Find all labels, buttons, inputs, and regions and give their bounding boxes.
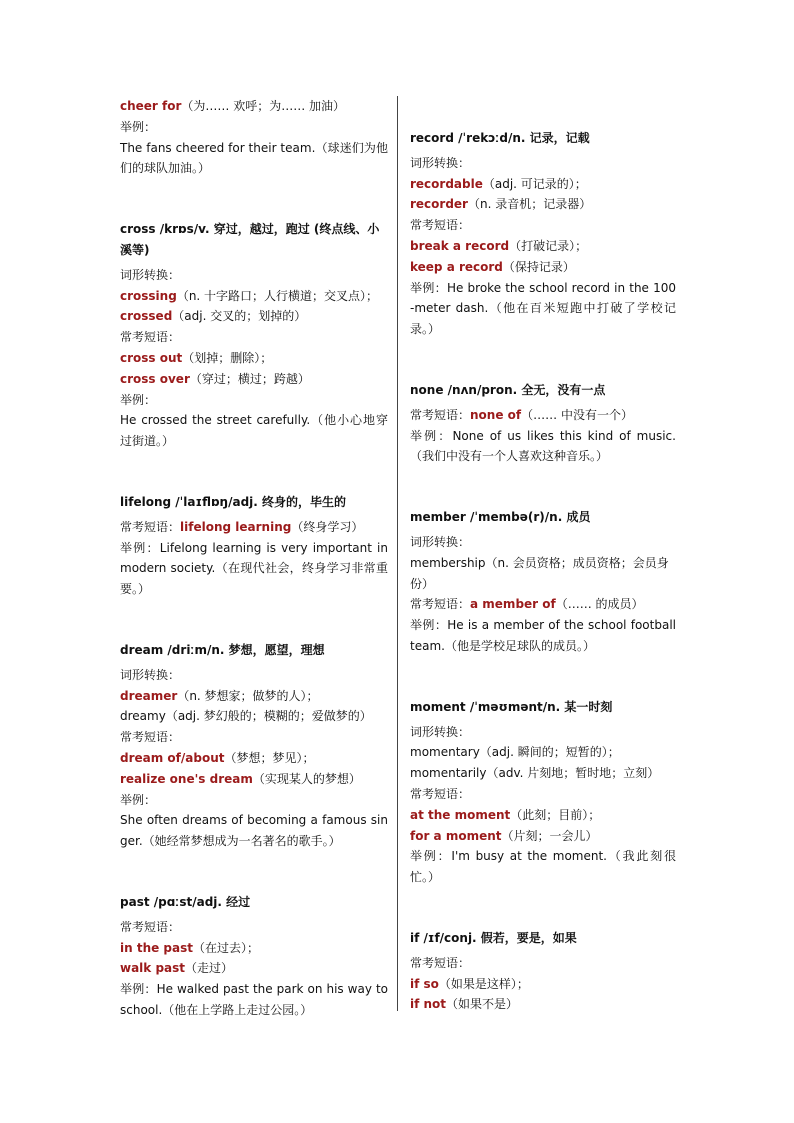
example-label: 举例： <box>120 982 157 997</box>
phrase-line <box>120 369 388 390</box>
phrases-label: 常考短语： <box>410 786 471 801</box>
example-sentence <box>120 979 388 1021</box>
example-sentence <box>410 846 676 888</box>
phrase-term: a member of <box>470 597 556 612</box>
entry-spacer <box>120 452 388 492</box>
example-sentence <box>410 615 676 657</box>
form-meaning: momentarily（adv. 片刻地；暂时地；立刻） <box>410 766 660 781</box>
phrase-line <box>410 257 676 278</box>
entry-spacer <box>410 467 676 507</box>
headword: lifelong /ˈlaɪflɒŋ/adj. <box>120 494 258 509</box>
entry-record <box>410 128 676 340</box>
phrase-term: in the past <box>120 940 193 955</box>
form-line <box>410 742 676 763</box>
example-text: None of us likes this kind of music.（我们中没有一个人喜欢这种音乐。） <box>410 428 676 464</box>
phrase-meaning: （走过） <box>185 961 234 976</box>
phrases-label: 常考短语： <box>410 955 471 970</box>
entry-headword <box>410 380 676 401</box>
headword-definition: 梦想，愿望，理想 <box>224 642 325 657</box>
headword: member /ˈmembə(r)/n. <box>410 510 563 525</box>
forms-label: 词形转换： <box>120 267 181 282</box>
headword-definition: 某一时刻 <box>560 699 613 714</box>
phrase-line <box>410 594 676 615</box>
phrases-label: 常考短语： <box>120 519 181 534</box>
headword-definition: 假若，要是，如果 <box>476 930 577 945</box>
phrase-term: walk past <box>120 961 186 976</box>
column-divider <box>397 96 398 1011</box>
phrase-term: dream of/about <box>120 750 225 765</box>
phrase-line <box>410 405 676 426</box>
phrase-meaning: （梦想；梦见）； <box>224 750 315 765</box>
entry-past <box>120 892 388 1021</box>
form-line <box>410 194 676 215</box>
form-line <box>410 763 676 784</box>
phrase-meaning: （实现某人的梦想） <box>252 771 361 786</box>
entry-if <box>410 928 676 1015</box>
headword: if /ɪf/conj. <box>410 930 477 945</box>
phrase-term: cross over <box>120 371 190 386</box>
phrase-term: at the moment <box>410 807 511 822</box>
phrase-term: break a record <box>410 238 510 253</box>
forms-label: 词形转换： <box>410 724 471 739</box>
phrase-term: cheer for <box>120 99 182 113</box>
phrase-term: if not <box>410 997 447 1012</box>
phrase-term: if so <box>410 976 439 991</box>
headword: cross /krɒs/v. <box>120 222 210 237</box>
phrase-meaning: （终身学习） <box>291 519 364 534</box>
right-column <box>410 128 676 1015</box>
example-label: 举例： <box>410 428 453 443</box>
entry-cheer <box>120 96 388 179</box>
headword: record /ˈrekɔːd/n. <box>410 131 526 145</box>
phrase-line <box>120 769 388 790</box>
form-meaning: momentary（adj. 瞬间的；短暂的）； <box>410 745 620 760</box>
headword-definition: 穿过，越过，跑过 (终点线、小溪等) <box>120 222 380 257</box>
phrases-label: 常考短语： <box>120 730 181 745</box>
entry-cross <box>120 219 388 452</box>
headword: none /nʌn/pron. <box>410 382 518 397</box>
phrase-meaning: （打破记录）； <box>509 238 588 253</box>
phrases-label: 常考短语： <box>120 330 181 345</box>
phrases-label: 常考短语： <box>410 218 471 233</box>
form-line <box>410 174 676 195</box>
phrase-meaning: （为…… 欢呼；为…… 加油） <box>181 99 346 113</box>
entry-spacer <box>410 340 676 380</box>
headword: moment /ˈməʊmənt/n. <box>410 699 561 714</box>
entry-headword <box>120 640 388 661</box>
entry-lifelong <box>120 492 388 600</box>
phrase-line <box>120 348 388 369</box>
form-meaning: （n. 梦想家；做梦的人）； <box>177 688 319 703</box>
form-line <box>120 706 388 727</box>
example-sentence <box>120 538 388 600</box>
form-term: dreamer <box>120 688 178 703</box>
form-term: recordable <box>410 176 483 191</box>
phrase-term: none of <box>470 407 522 422</box>
headword: past /pɑːst/adj. <box>120 894 222 909</box>
phrase-line <box>120 517 388 538</box>
entry-headword <box>410 697 676 718</box>
entry-member <box>410 507 676 657</box>
form-term: recorder <box>410 197 468 212</box>
entry-headword <box>410 507 676 528</box>
form-line <box>120 686 388 707</box>
example-label: 举例： <box>410 280 447 295</box>
phrase-line <box>120 958 388 979</box>
example-sentence <box>410 426 676 468</box>
entry-headword <box>120 892 388 913</box>
form-meaning: （n. 十字路口；人行横道；交叉点）； <box>176 288 379 303</box>
headword-definition: 终身的，毕生的 <box>257 494 347 509</box>
form-term: crossing <box>120 288 177 303</box>
entry-headword <box>410 928 676 949</box>
phrase-term: lifelong learning <box>180 519 292 534</box>
form-meaning: membership（n. 会员资格；成员资格；会员身份） <box>410 555 669 591</box>
phrase-meaning: （在过去）； <box>193 940 260 955</box>
example-text: I'm busy at the moment.（我此刻很忙。） <box>410 849 676 885</box>
phrase-meaning: （…… 中没有一个） <box>521 407 633 422</box>
example-label: 举例： <box>410 618 448 633</box>
example-label: 举例： <box>120 392 157 407</box>
entry-headword <box>120 492 388 513</box>
phrase-term: for a moment <box>410 828 502 843</box>
phrase-line <box>410 805 676 826</box>
entry-spacer <box>410 657 676 697</box>
example-label: 举例： <box>410 849 452 864</box>
phrases-label: 常考短语： <box>120 919 181 934</box>
entry-spacer <box>410 888 676 928</box>
headword: dream /driːm/n. <box>120 642 225 657</box>
phrase-line <box>410 994 676 1015</box>
entry-dream <box>120 640 388 852</box>
phrase-line <box>120 96 388 117</box>
form-meaning: （adj. 可记录的）； <box>482 176 587 191</box>
phrase-meaning: （划掉；删除）； <box>182 350 273 365</box>
form-line <box>120 286 388 307</box>
entry-headword <box>120 219 388 261</box>
phrase-line <box>120 748 388 769</box>
entry-spacer <box>120 179 388 219</box>
example-sentence: The fans cheered for their team.（球迷们为他们的球队加油。） <box>120 140 388 176</box>
phrase-line <box>120 938 388 959</box>
example-label: 举例： <box>120 540 160 555</box>
example-text: Lifelong learning is very important in modern society.（在现代社会，终身学习非常重要。） <box>120 540 388 597</box>
example-label: 举例： <box>120 792 157 807</box>
entry-moment <box>410 697 676 888</box>
form-meaning: （adj. 交叉的；划掉的） <box>172 309 307 324</box>
example-sentence: He crossed the street carefully.（他小心地穿过街道。） <box>120 413 388 449</box>
example-text: He walked past the park on his way to school.（他在上学路上走过公园。） <box>120 982 388 1017</box>
entry-spacer <box>120 600 388 640</box>
example-text: He is a member of the school football team.（他是学校足球队的成员。） <box>410 618 676 653</box>
phrase-meaning: （片刻；一会儿） <box>501 828 598 843</box>
phrase-term: realize one's dream <box>120 771 253 786</box>
phrase-meaning: （此刻；目前）； <box>510 807 601 822</box>
phrase-meaning: （如果是这样）； <box>438 976 529 991</box>
entry-headword <box>410 128 676 149</box>
phrases-label: 常考短语： <box>410 407 471 422</box>
form-meaning: （n. 录音机；记录器） <box>467 197 592 212</box>
phrase-meaning: （穿过；横过；跨越） <box>189 371 310 386</box>
left-column <box>120 96 388 1021</box>
form-term: crossed <box>120 309 173 324</box>
forms-label: 词形转换： <box>410 534 471 549</box>
headword-definition: 经过 <box>221 894 251 909</box>
phrase-term: keep a record <box>410 259 503 274</box>
example-text: He broke the school record in the 100-meter dash.（他在百米短跑中打破了学校记录。） <box>410 280 676 337</box>
example-label: 举例： <box>120 119 157 134</box>
headword-definition: 记录，记载 <box>525 131 590 145</box>
phrase-meaning: （…… 的成员） <box>555 597 644 612</box>
example-sentence <box>410 278 676 340</box>
forms-label: 词形转换： <box>410 155 471 170</box>
entry-spacer <box>120 852 388 892</box>
headword-definition: 全无，没有一点 <box>517 382 606 397</box>
form-line <box>120 306 388 327</box>
phrase-meaning: （保持记录） <box>502 259 575 274</box>
entry-none <box>410 380 676 467</box>
form-meaning: dreamy（adj. 梦幻般的；模糊的；爱做梦的） <box>120 709 372 724</box>
phrases-label: 常考短语： <box>410 597 471 612</box>
phrase-meaning: （如果不是） <box>446 997 519 1012</box>
phrase-line <box>410 236 676 257</box>
phrase-line <box>410 974 676 995</box>
form-line <box>410 553 676 595</box>
example-sentence: She often dreams of becoming a famous singer.（她经常梦想成为一名著名的歌手。） <box>120 813 388 849</box>
phrase-term: cross out <box>120 350 183 365</box>
phrase-line <box>410 826 676 847</box>
headword-definition: 成员 <box>562 510 591 525</box>
forms-label: 词形转换： <box>120 667 181 682</box>
